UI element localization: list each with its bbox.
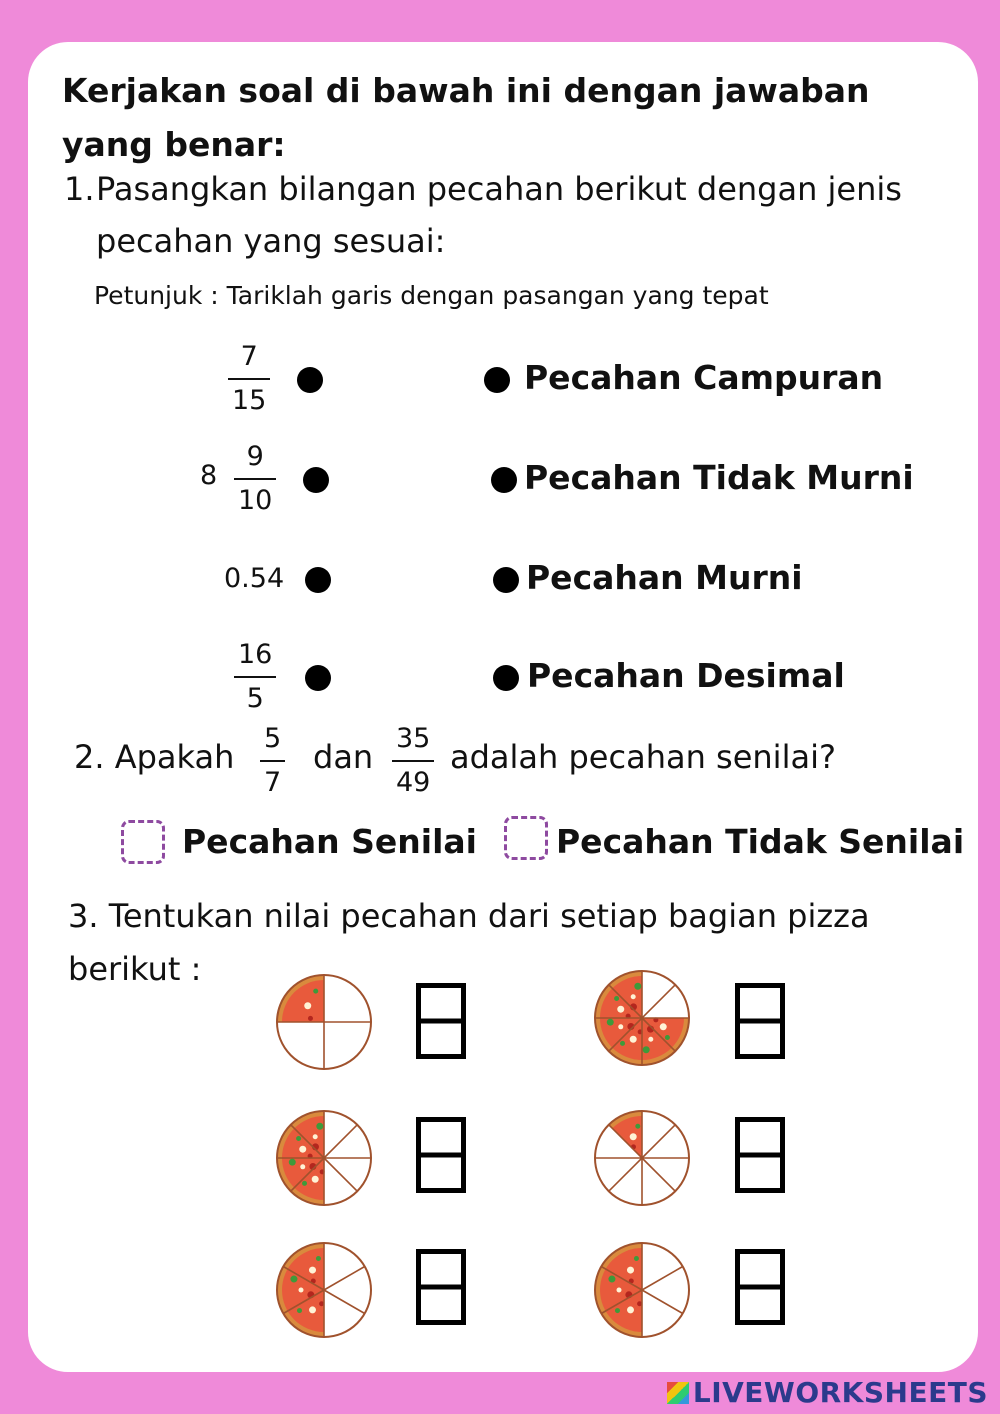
answer-box-4[interactable]: [735, 1117, 785, 1193]
fraction-7-15: [228, 340, 270, 418]
liveworksheets-logo-icon: [667, 1382, 689, 1404]
pizza-three-sixths-icon: [592, 1240, 692, 1340]
numerator: 35: [396, 723, 431, 754]
pizza-one-eighth-icon: [592, 1108, 692, 1208]
fraction-35-49: [392, 722, 434, 800]
option-pecahan-desimal: Pecahan Desimal: [527, 656, 845, 695]
pizza-six-eighths-icon: [592, 968, 692, 1068]
option-pecahan-murni: Pecahan Murni: [526, 558, 803, 597]
match-dot-left-3[interactable]: [305, 567, 331, 593]
answer-box-5[interactable]: [416, 1249, 466, 1325]
fraction-9-10: [234, 440, 276, 518]
instruction-heading: Kerjakan soal di bawah ini dengan jawaban yang benar:: [62, 71, 870, 164]
brand-text: LIVEWORKSHEETS: [692, 1376, 988, 1409]
q2-text-pre: 2. Apakah: [74, 738, 235, 776]
choice-pecahan-tidak-senilai: Pecahan Tidak Senilai: [556, 822, 965, 861]
liveworksheets-brand: [667, 1376, 988, 1409]
choice-pecahan-senilai: Pecahan Senilai: [182, 822, 477, 861]
match-dot-left-2[interactable]: [303, 467, 329, 493]
fraction-bar: [392, 760, 434, 762]
fraction-bar: [260, 760, 285, 762]
option-pecahan-campuran: Pecahan Campuran: [524, 358, 884, 397]
q1-hint: Petunjuk : Tariklah garis dengan pasangan yang tepat: [94, 281, 769, 310]
whole-number: 8: [200, 460, 218, 491]
match-dot-right-4[interactable]: [493, 665, 519, 691]
numerator: 16: [238, 639, 273, 670]
numerator: 5: [264, 723, 282, 754]
pizza-half-icon: [274, 1108, 374, 1208]
decimal-value: 0.54: [224, 563, 285, 594]
denominator: 10: [238, 485, 273, 516]
match-dot-right-1[interactable]: [484, 367, 510, 393]
pizza-three-sixths-icon: [274, 1240, 374, 1340]
pizza-quarter-icon: [274, 972, 374, 1072]
fraction-bar: [234, 676, 276, 678]
option-pecahan-tidak-murni: Pecahan Tidak Murni: [524, 458, 914, 497]
checkbox-tidak-senilai[interactable]: [504, 816, 548, 860]
q2-text-post: adalah pecahan senilai?: [450, 738, 836, 776]
numerator: 7: [240, 341, 258, 372]
q1-text-line2: pecahan yang sesuai:: [96, 222, 446, 260]
q3-text-line1: 3. Tentukan nilai pecahan dari setiap bagian pizza: [68, 897, 870, 935]
fraction-5-7: [260, 722, 285, 800]
denominator: 49: [396, 767, 431, 798]
answer-box-3[interactable]: [416, 1117, 466, 1193]
answer-box-1[interactable]: [416, 983, 466, 1059]
fraction-16-5: [234, 638, 276, 716]
denominator: 7: [264, 767, 282, 798]
checkbox-senilai[interactable]: [121, 820, 165, 864]
fraction-bar: [228, 378, 270, 380]
answer-box-6[interactable]: [735, 1249, 785, 1325]
q2-text-mid: dan: [313, 738, 374, 776]
match-dot-right-3[interactable]: [493, 567, 519, 593]
q1-text-line1: Pasangkan bilangan pecahan berikut dengan jenis: [96, 170, 902, 208]
answer-box-2[interactable]: [735, 983, 785, 1059]
denominator: 5: [246, 683, 264, 714]
q3-text-line2: berikut :: [68, 950, 202, 988]
match-dot-left-1[interactable]: [297, 367, 323, 393]
fraction-bar: [234, 478, 276, 480]
match-dot-left-4[interactable]: [305, 665, 331, 691]
match-dot-right-2[interactable]: [491, 467, 517, 493]
numerator: 9: [246, 441, 264, 472]
denominator: 15: [232, 385, 267, 416]
q1-number: 1.: [64, 170, 95, 208]
